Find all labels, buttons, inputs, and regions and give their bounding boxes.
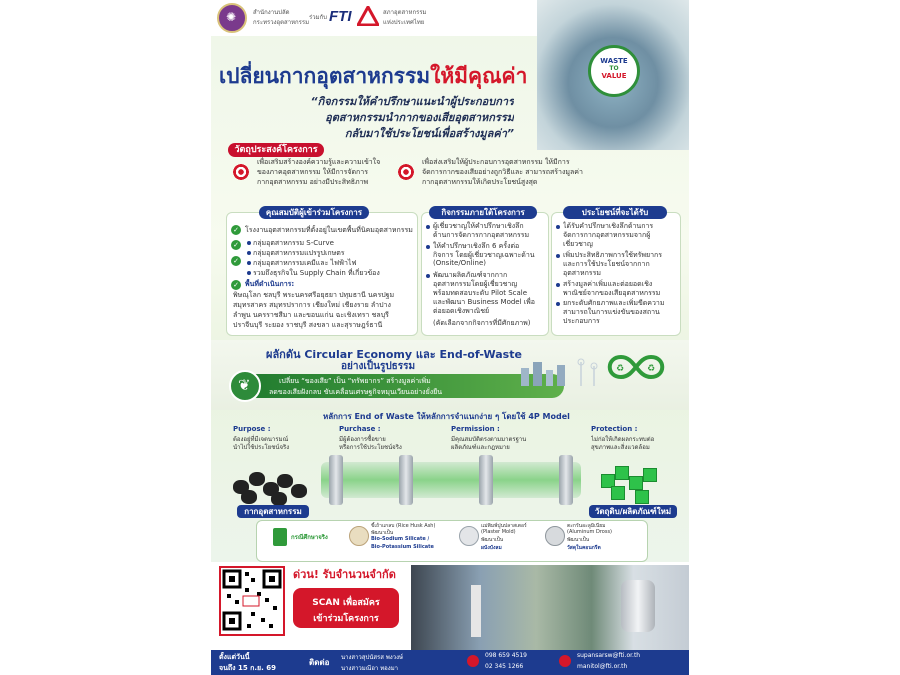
example2-line4: ผนังบังลม: [481, 545, 502, 551]
activity2-line3: (Onsite/Online): [433, 259, 486, 267]
svg-text:♻: ♻: [616, 364, 625, 374]
objective1-line2: ของภาคอุตสาหกรรม ให้มีการจัดการ: [257, 168, 368, 176]
banner-line1: เปลี่ยน “ของเสีย” เป็น “ทรัพยากร” สร้างมูลค่าเพิ่ม: [279, 377, 431, 385]
qr-code[interactable]: [219, 566, 285, 636]
badge-line3: VALUE: [601, 72, 627, 80]
deadline-line2: จนถึง 15 ก.ย. 69: [219, 664, 276, 672]
permission-line1: มีคุณสมบัติตรงตามมาตรฐาน: [451, 436, 527, 443]
benefit4-line3: ประกอบการ: [563, 317, 600, 325]
protection-title: Protection :: [591, 425, 638, 433]
activity4-line3: (คัดเลือกจากกิจการที่มีศักยภาพ): [433, 319, 531, 327]
fti-logo-text: FTI: [329, 8, 352, 25]
chimney-image: [471, 585, 481, 637]
coal-piece: [241, 490, 257, 504]
badge-line2: TO: [609, 65, 619, 72]
example3-line4: วัสดุในคอนกรีต: [567, 545, 601, 551]
contact1-name: นางสาวสุปนัสรส พงวงษ์: [341, 654, 403, 661]
purchase-line1: มีผู้ต้องการซื้อขาย: [339, 436, 386, 443]
area-heading: พื้นที่ดำเนินการ:: [245, 280, 295, 288]
benefit1-line3: เชี่ยวชาญ: [563, 240, 593, 248]
benefit3-line2: พาณิชย์จากของเสียอุตสาหกรรม: [563, 289, 661, 297]
rice-husk-ash-icon: [349, 526, 369, 546]
quote-line1: “กิจกรรมให้คำปรึกษาแนะนำผู้ประกอบการ: [310, 95, 514, 108]
fti-logo-icon: [357, 6, 379, 26]
waste-to-value-badge: [588, 45, 640, 97]
urgent-text: ด่วน! รับจำนวนจำกัด: [293, 568, 396, 581]
bullet: [247, 241, 251, 245]
permission-line2: ผลิตภัณฑ์และกฎหมาย: [451, 444, 510, 451]
bullet: [426, 225, 430, 229]
main-title: [219, 60, 527, 93]
aluminum-dross-icon: [545, 526, 565, 546]
benefit4-line2: สามารถในการแข่งขันของสถาน: [563, 308, 660, 316]
benefits-heading: ประโยชน์ที่จะได้รับ: [563, 206, 667, 219]
product-label: วัตถุดิบ/ผลิตภัณฑ์ใหม่: [589, 505, 677, 518]
quote-line3: กลับมาใช้ประโยชน์เพื่อสร้างมูลค่า”: [344, 127, 514, 140]
phone2[interactable]: 02 345 1266: [485, 663, 524, 670]
green-cube: [611, 486, 625, 500]
benefit2-line3: อุตสาหกรรม: [563, 269, 601, 277]
contact-label: ติดต่อ: [309, 658, 330, 667]
bullet: [426, 245, 430, 249]
protection-line1: ไม่ก่อให้เกิดผลกระทบต่อ: [591, 436, 655, 443]
activity3-line1: พัฒนาผลิตภัณฑ์จากกาก: [433, 271, 508, 279]
activities-heading: กิจกรรมภายใต้โครงการ: [429, 206, 537, 219]
example1-line3: Bio-Sodium Silicate /: [371, 536, 430, 542]
area-line: พิษณุโลก ชลบุรี พระนครศรีอยุธยา ปทุมธานี นครปฐม: [233, 291, 395, 299]
bullet: [556, 283, 560, 287]
qualification-item: รวมถึงธุรกิจใน Supply Chain ที่เกี่ยวข้อง: [253, 269, 380, 277]
waste-label: กากอุตสาหกรรม: [237, 505, 309, 518]
example1-line4: Bio-Potassium Silicate: [371, 544, 434, 550]
pipe-frame: [329, 455, 343, 505]
purpose-title: Purpose :: [233, 425, 271, 433]
coal-piece: [291, 484, 307, 498]
area-line: สมุทรสาคร สมุทรปราการ เชียงใหม่ เชียงราย ลำปาง: [233, 301, 391, 309]
plaster-mold-icon: [459, 526, 479, 546]
qualifications-heading: คุณสมบัติผู้เข้าร่วมโครงการ: [259, 206, 369, 219]
phone1[interactable]: 098 659 4519: [485, 652, 527, 659]
title-part2: ให้มีคุณค่า: [430, 64, 528, 88]
example3-line2: (Aluminum Dross): [567, 529, 613, 535]
purpose-line1: ต้องอยู่ที่มีเจตนารมณ์: [233, 436, 289, 443]
svg-text:♻: ♻: [647, 364, 656, 374]
pipe-frame: [399, 455, 413, 505]
ministry-logo: [217, 3, 247, 33]
activity4-line2: ต่อยอดเชิงพาณิชย์: [433, 307, 490, 315]
objective1-line1: เพื่อเสริมสร้างองค์ความรู้และความเข้าใจ: [257, 158, 381, 166]
green-cube: [615, 466, 629, 480]
activity2-line1: ให้คำปรึกษาเชิงลึก 6 ครั้งต่อ: [433, 242, 520, 250]
example1-line1: ขี้เถ้าแกลบ (Rice Husk Ash): [371, 523, 436, 529]
bullet: [556, 225, 560, 229]
city-skyline-icon: [511, 356, 606, 386]
bullet: [556, 254, 560, 258]
pipe-frame: [479, 455, 493, 505]
green-cube: [629, 476, 643, 490]
activity1-line1: ผู้เชี่ยวชาญให้คำปรึกษาเชิงลึก: [433, 222, 524, 230]
poster: [211, 0, 689, 675]
purpose-line2: นำไปใช้ประโยชน์จริง: [233, 444, 290, 451]
end-of-waste-text: End-of-Waste: [439, 348, 522, 361]
target-icon: [233, 164, 249, 180]
benefit3-line1: สร้างมูลค่าเพิ่มและต่อยอดเชิง: [563, 280, 653, 288]
activity2-line2: กิจการ โดยผู้เชี่ยวชาญเฉพาะด้าน: [433, 251, 535, 259]
phone-icon: [467, 655, 479, 667]
contact2-name: นางสาวมณีอา ทองมา: [341, 665, 399, 672]
bullet: [247, 251, 251, 255]
bullet: [556, 302, 560, 306]
recycle-loop-icon: [606, 352, 666, 382]
area-line: ลำพูน นครราชสีมา และขอนแก่น ฉะเชิงเทรา ชลบุรี: [233, 311, 389, 319]
email1[interactable]: supansarsw@fti.or.th: [577, 652, 641, 659]
email2[interactable]: manitol@fti.or.th: [577, 663, 628, 670]
purchase-line2: หรือการใช้ประโยชน์จริง: [339, 444, 402, 451]
circular-heading-prefix: ผลักดัน: [266, 348, 301, 361]
seal-icon: ✺: [226, 10, 237, 24]
deadline-line1: ตั้งแต่วันนี้: [219, 653, 250, 661]
scan-line2: เข้าร่วมโครงการ: [313, 614, 379, 624]
qualification-item: กลุ่มอุตสาหกรรม S-Curve: [253, 239, 334, 247]
qr-code-icon: [221, 568, 283, 634]
purchase-title: Purchase :: [339, 425, 381, 433]
check-icon: ✓: [231, 240, 241, 250]
qualification-item: กลุ่มอุตสาหกรรมเคมีและ ไฟฟ้าไฟ: [253, 259, 357, 267]
area-line: ปราจีนบุรี ระยอง ราชบุรี สงขลา และสุราษฎร์ธานี: [233, 321, 383, 329]
bullet: [247, 271, 251, 275]
org2-line2: แห่งประเทศไทย: [383, 19, 425, 26]
with-text: ร่วมกับ: [309, 14, 327, 21]
objective2-line2: จัดการกากของเสียอย่างถูกวิธีและ สามารถสร้างมูลค่า: [422, 168, 583, 176]
scan-line1: SCAN เพื่อสมัคร: [312, 598, 380, 608]
title-part1: เปลี่ยนกากอุตสาหกรรม: [219, 64, 431, 88]
example2-line1: แม่พิมพ์ปูนปลาสเตอร์: [481, 523, 527, 529]
check-icon: ✓: [231, 256, 241, 266]
model-heading: หลักการ End of Waste ให้หลักการจำแนกง่าย ๆ โดยใช้ 4P Model: [323, 412, 570, 421]
qualifications-intro: โรงงานอุตสาหกรรมที่ตั้งอยู่ในเขตพื้นที่นิคมอุตสาหกรรม: [245, 226, 413, 234]
org1-line2: กระทรวงอุตสาหกรรม: [253, 19, 310, 26]
green-cube: [643, 468, 657, 482]
circular-heading2: อย่างเป็นรูปธรรม: [341, 361, 416, 372]
green-cube: [635, 490, 649, 504]
coal-piece: [277, 474, 293, 488]
scan-register-button[interactable]: [293, 588, 399, 628]
banner-line2: ลดของเสียฝังกลบ ขับเคลื่อนเศรษฐกิจหมุนเวียนอย่างยั่งยืน: [269, 388, 443, 396]
activity3-line3: พร้อมทดสอบระดับ Pilot Scale: [433, 289, 528, 297]
quote-line2: อุตสาหกรรมนำกากของเสียอุตสาหกรรม: [325, 111, 514, 124]
check-icon: ✓: [231, 225, 241, 235]
example3-line3: พัฒนาเป็น: [567, 537, 590, 543]
process-tube: [321, 462, 581, 498]
objective1-line3: กากอุตสาหกรรม อย่างมีประสิทธิภาพ: [257, 178, 369, 186]
activity3-line2: อุตสาหกรรมโดยผู้เชี่ยวชาญ: [433, 280, 518, 288]
pipe-frame: [559, 455, 573, 505]
objective2-line1: เพื่อส่งเสริมให้ผู้ประกอบการอุตสาหกรรม ให้มีการ: [422, 158, 570, 166]
example2-line3: พัฒนาเป็น: [481, 537, 504, 543]
circular-and-text: และ: [415, 348, 436, 361]
coal-piece: [249, 472, 265, 486]
example2-line2: (Plaster Mold): [481, 529, 516, 535]
qualification-item: กลุ่มอุตสาหกรรมแปรรูปเกษตร: [253, 249, 345, 257]
coal-piece: [271, 492, 287, 506]
check-icon: ✓: [231, 280, 241, 290]
badge-line1: WASTE: [600, 57, 628, 65]
protection-line2: สุขภาพและสิ่งแวดล้อม: [591, 444, 650, 451]
example3-line1: ตะกรันอะลูมิเนียม: [567, 523, 606, 529]
circular-economy-text: Circular Economy: [304, 348, 413, 361]
bullet: [426, 274, 430, 278]
benefit1-line2: จัดการกากอุตสาหกรรมจากผู้: [563, 231, 651, 239]
benefit2-line2: และการใช้ประโยชน์จากกาก: [563, 260, 650, 268]
activity1-line2: ด้านการจัดการกากอุตสาหกรรม: [433, 231, 530, 239]
target-icon: [398, 164, 414, 180]
permission-title: Permission :: [451, 425, 500, 433]
bullet: [247, 261, 251, 265]
benefit2-line1: เพิ่มประสิทธิภาพการใช้ทรัพยากร: [563, 251, 663, 259]
org1-line1: สำนักงานปลัด: [253, 9, 290, 16]
activity4-line1: และพัฒนา Business Model เพื่อ: [433, 298, 535, 306]
objective2-line3: กากอุตสาหกรรมให้เกิดประโยชน์สูงสุด: [422, 178, 538, 186]
benefit1-line1: ได้รับคำปรึกษาเชิงลึกด้านการ: [563, 222, 654, 230]
clipboard-icon: [273, 528, 287, 546]
objectives-heading: วัตถุประสงค์โครงการ: [228, 143, 324, 157]
org2-line1: สภาอุตสาหกรรม: [383, 9, 427, 16]
pipeline-illustration: [211, 450, 689, 512]
leaf-icon: ❦: [229, 370, 261, 402]
case-study-label: กรณีศึกษาจริง: [291, 534, 328, 541]
benefit4-line1: ยกระดับศักยภาพและเพิ่มขีดความ: [563, 299, 665, 307]
aluminum-can-image: [621, 580, 655, 632]
email-icon: [559, 655, 571, 667]
example1-line2: พัฒนาเป็น: [371, 530, 394, 536]
